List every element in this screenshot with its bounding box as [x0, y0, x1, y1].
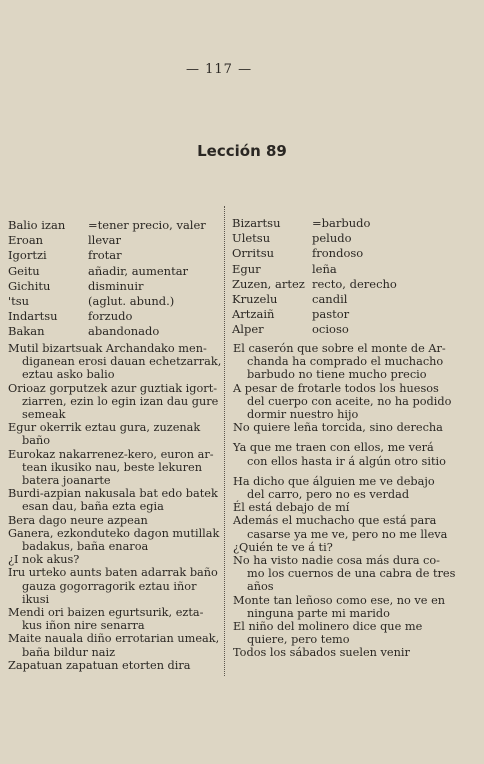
sentence [233, 421, 479, 434]
vocab-word: Bizartsu [232, 216, 281, 230]
sentence [233, 475, 479, 501]
sentence-line: diganean erosi dauan echetzarrak, [22, 355, 222, 369]
vocab-entry [8, 309, 220, 324]
sentence [233, 501, 479, 514]
sentence-line: Burdi-azpian nakusala bat edo batek [8, 487, 218, 501]
vocab-entry [8, 233, 220, 248]
sentence-line: Orioaz gorputzek azur guztiak igort- [8, 381, 218, 395]
sentence-line: kus iñon nire senarra [22, 619, 145, 633]
sentence-line: Mutil bizartsuak Archandako men- [8, 342, 207, 355]
sentence-line: ziarren, ezin lo egin izan dau gure [22, 394, 219, 408]
sentence-line: Maite nauala diño errotarian umeak, [8, 632, 220, 646]
vocab-meaning: =barbudo [312, 216, 371, 230]
sentence [233, 646, 479, 659]
sentence [233, 514, 479, 540]
sentence-line: casarse ya me ve, pero no me lleva [247, 527, 448, 541]
sentence [233, 541, 479, 554]
column-divider [224, 206, 225, 676]
sentence [233, 382, 479, 422]
sentence-line: Todos los sábados suelen venir [233, 646, 410, 660]
sentence-line: con ellos hasta ir á algún otro sitio [247, 454, 446, 468]
vocab-word: Eroan [8, 233, 44, 248]
vocab-entry [8, 324, 220, 339]
vocab-meaning: pastor [312, 307, 350, 322]
vocab-left-column [8, 218, 220, 340]
sentence-line: esan dau, baña ezta egia [22, 500, 164, 514]
vocab-word: Balio izan [8, 218, 66, 232]
sentence-line: Mendi ori baizen egurtsurik, ezta- [8, 606, 204, 620]
vocab-entry [8, 218, 220, 233]
vocab-meaning: =tener precio, valer [88, 218, 206, 232]
vocab-meaning: disminuir [88, 278, 144, 293]
sentence-line: El niño del molinero dice que me [233, 620, 423, 634]
sentence-line: Bera dago neure azpean [8, 513, 148, 527]
sentence [8, 566, 220, 606]
vocab-entry [8, 248, 220, 263]
vocab-entry [232, 307, 478, 322]
sentence-line: mo los cuernos de una cabra de tres [247, 567, 456, 581]
sentence-line: chanda ha comprado el muchacho [247, 355, 444, 369]
sentence-line: Iru urteko aunts baten adarrak baño [8, 566, 218, 580]
sentence-line: gauza gogorragorik eztau iñor [22, 579, 197, 593]
sentence-line: tean ikusiko nau, beste lekuren [22, 460, 202, 474]
sentence-line: barbudo no tiene mucho precio [247, 368, 427, 382]
sentence-line: baña bildur naiz [22, 645, 116, 659]
vocab-entry [8, 279, 220, 294]
vocab-meaning: frondoso [312, 246, 364, 261]
sentence [8, 342, 220, 382]
sentence [8, 382, 220, 422]
sentence-line: ninguna parte mi marido [247, 606, 390, 620]
vocab-entry [8, 264, 220, 279]
vocab-entry [232, 322, 478, 337]
vocab-word: Indartsu [8, 309, 58, 324]
vocab-meaning: llevar [88, 233, 122, 248]
sentence-line: Ganera, ezkonduteko dagon mutillak [8, 526, 220, 540]
sentence [233, 620, 479, 646]
sentence-line: semeak [22, 408, 66, 422]
sentence-line: ikusi [22, 592, 50, 606]
sentence-line: El caserón que sobre el monte de Ar- [233, 342, 446, 355]
sentence-line: Zapatuan zapatuan etorten dira [8, 658, 191, 672]
vocab-meaning: ocioso [312, 322, 349, 337]
sentence-line: A pesar de frotarle todos los huesos [233, 381, 439, 395]
sentence-line: ¿Quién te ve á ti? [233, 540, 333, 554]
sentence-line: batera joanarte [22, 474, 111, 488]
vocab-meaning: recto, derecho [312, 276, 397, 291]
sentence-line: del cuerpo con aceite, no ha podido [247, 394, 452, 408]
sentence [8, 487, 220, 513]
sentence [8, 527, 220, 553]
sentence-line: Eurokaz nakarrenez-kero, euron ar- [8, 447, 214, 461]
sentence [233, 342, 479, 382]
sentence-line: del carro, pero no es verdad [247, 488, 410, 502]
vocab-word: Egur [232, 261, 261, 276]
vocab-meaning: forzudo [88, 309, 133, 324]
page-number: — 117 — [186, 62, 253, 77]
sentence [233, 441, 479, 467]
sentence-line: badakus, baña enaroa [22, 540, 149, 554]
sentence-line: Monte tan leñoso como ese, no ve en [233, 593, 446, 607]
sentence [8, 606, 220, 632]
sentence [8, 421, 220, 447]
sentence [8, 448, 220, 488]
vocab-word: Orritsu [232, 246, 275, 261]
sentence-line: dormir nuestro hijo [247, 408, 359, 422]
vocab-entry [232, 216, 478, 231]
sentence [8, 514, 220, 527]
vocab-word: Artzaiñ [232, 307, 275, 322]
vocab-word: Alper [232, 322, 264, 337]
sentence [8, 632, 220, 658]
sentence-line: Él está debajo de mí [233, 501, 350, 515]
sentence [233, 554, 479, 594]
sentence-line: años [247, 580, 274, 594]
sentence [8, 659, 220, 672]
vocab-word: 'tsu [8, 293, 30, 308]
sentence-line: eztau asko balio [22, 368, 115, 382]
sentence-line: baño [22, 434, 51, 448]
spanish-sentences-column [233, 342, 479, 660]
lesson-title: Lección 89 [197, 142, 287, 160]
vocab-entry [232, 262, 478, 277]
vocab-meaning: candil [312, 291, 348, 306]
vocab-entry [8, 294, 220, 309]
sentence [8, 553, 220, 566]
vocab-entry [232, 292, 478, 307]
vocab-word: Geitu [8, 263, 40, 278]
basque-sentences-column [8, 342, 220, 672]
vocab-meaning: leña [312, 261, 337, 276]
sentence-line: quiere, pero temo [247, 633, 350, 647]
vocab-word: Bakan [8, 324, 45, 339]
vocab-word: Zuzen, artez [232, 276, 305, 291]
vocab-entry [232, 246, 478, 261]
sentence-line: No quiere leña torcida, sino derecha [233, 421, 443, 435]
vocab-entry [232, 231, 478, 246]
sentence-line: ¿I nok akus? [8, 553, 80, 567]
sentence [233, 594, 479, 620]
vocab-meaning: peludo [312, 231, 352, 246]
vocab-meaning: frotar [88, 248, 122, 263]
vocab-meaning: (aglut. abund.) [88, 293, 175, 308]
sentence-line: Egur okerrik eztau gura, zuzenak [8, 421, 201, 435]
vocab-word: Kruzelu [232, 291, 278, 306]
vocab-word: Uletsu [232, 231, 271, 246]
vocab-meaning: añadir, aumentar [88, 263, 189, 278]
vocab-entry [232, 277, 478, 292]
vocab-word: Igortzi [8, 248, 47, 263]
sentence-line: Además el muchacho que está para [233, 514, 437, 528]
sentence-line: Ha dicho que álguien me ve debajo [233, 474, 435, 488]
vocab-meaning: abandonado [88, 324, 160, 339]
sentence-line: Ya que me traen con ellos, me verá [233, 441, 434, 455]
sentence-line: No ha visto nadie cosa más dura co- [233, 554, 441, 568]
vocab-right-column [232, 216, 478, 338]
vocab-word: Gichitu [8, 278, 51, 293]
